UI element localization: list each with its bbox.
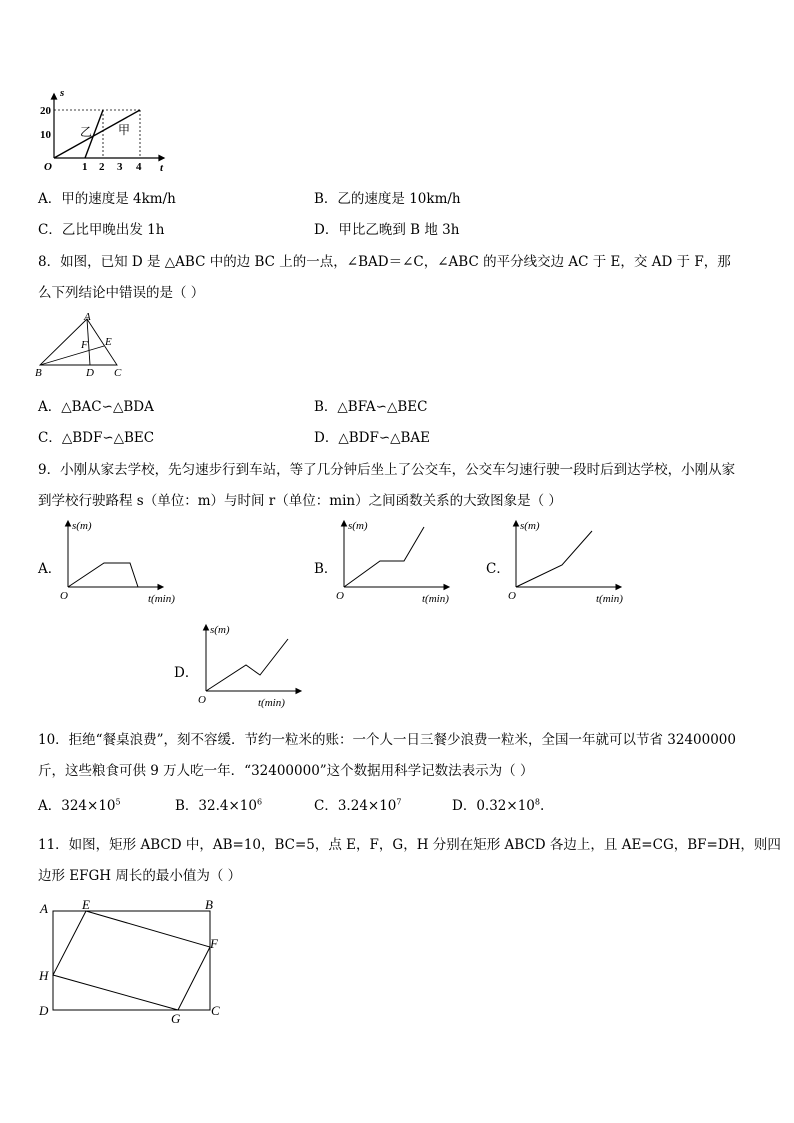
q9-graph-b xyxy=(334,515,464,607)
q8-triangle-figure xyxy=(34,312,130,380)
q8-option-d: D．△BDF∽△BAE xyxy=(314,430,431,446)
q8-label-f: F xyxy=(81,339,88,351)
q9-stem-line1: 9．小刚从家去学校，先匀速步行到车站，等了几分钟后坐上了公交车，公交车匀速行驶一段时后到达学校，小刚从家 xyxy=(38,462,736,478)
q8-label-b: B xyxy=(35,367,42,379)
q10-option-b-exponent: 6 xyxy=(256,797,263,807)
q11-rectangle-figure xyxy=(36,895,226,1027)
q9-option-c-label: C． xyxy=(486,561,510,577)
q8-label-e: E xyxy=(105,336,112,348)
q7-option-a: A．甲的速度是 4km/h xyxy=(38,191,176,207)
q9-a-x-label: t(min) xyxy=(148,593,175,605)
q11-label-e: E xyxy=(82,897,90,912)
q7-option-c: C．乙比甲晚出发 1h xyxy=(38,222,165,238)
q11-label-g: G xyxy=(171,1011,181,1026)
q7-ytick-10: 10 xyxy=(40,129,51,141)
q11-label-d: D xyxy=(39,1003,49,1018)
q11-label-a: A xyxy=(40,901,48,916)
q10-option-a xyxy=(38,794,121,814)
q10-option-c-mantissa: 3.24×10 xyxy=(337,798,397,814)
q9-graph-c xyxy=(506,515,646,607)
q7-ytick-20: 20 xyxy=(40,105,51,117)
q8-stem-line1: 8．如图，已知 D 是 △ABC 中的边 BC 上的一点，∠BAD＝∠C，∠ABC 的平分线交边 AC 于 E，交 AD 于 F，那 xyxy=(38,254,731,270)
q9-stem-line2: 到学校行驶路程 s（单位：m）与时间 r（单位：min）之间函数关系的大致图象是（ ） xyxy=(38,493,562,509)
q11-label-f: F xyxy=(210,936,218,951)
q8-label-a: A xyxy=(84,312,91,323)
q9-b-origin: O xyxy=(336,590,344,602)
q9-b-x-label: t(min) xyxy=(422,593,449,605)
q10-stem-line1: 10．拒绝“餐桌浪费”，刻不容缓．节约一粒米的账：一个人一日三餐少浪费一粒米，全国一年就可以节省 32400000 xyxy=(38,732,736,748)
q9-a-y-label: s(m) xyxy=(72,520,92,532)
q10-option-a-exponent: 5 xyxy=(115,797,121,807)
q10-option-a-mantissa: 324×10 xyxy=(61,798,116,814)
q8-label-c: C xyxy=(114,367,122,379)
q9-c-x-label: t(min) xyxy=(596,593,623,605)
q10-stem-line2: 斤，这些粮食可供 9 万人吃一年．“32400000”这个数据用科学记数法表示为（ ） xyxy=(38,763,534,779)
q7-option-d: D．甲比乙晚到 B 地 3h xyxy=(314,222,460,238)
q10-option-c-label: C． xyxy=(314,798,338,814)
q9-option-b-label: B． xyxy=(314,561,338,577)
q7-label-jia: 甲 xyxy=(118,123,131,137)
q9-option-d-label: D． xyxy=(174,665,199,681)
q9-d-x-label: t(min) xyxy=(258,697,285,709)
q10-option-d-tail: . xyxy=(539,798,545,814)
q10-option-c-exponent: 7 xyxy=(396,797,402,807)
q8-option-c: C．△BDF∽△BEC xyxy=(38,430,155,446)
q9-d-y-label: s(m) xyxy=(210,624,230,636)
q11-label-b: B xyxy=(205,897,213,912)
q9-b-y-label: s(m) xyxy=(348,520,368,532)
q9-c-y-label: s(m) xyxy=(520,520,540,532)
q10-option-c xyxy=(314,794,402,814)
q8-label-d: D xyxy=(86,367,94,379)
q9-a-origin: O xyxy=(60,590,68,602)
q7-origin: O xyxy=(44,161,52,173)
q9-graph-d xyxy=(196,619,326,711)
q11-stem-line1: 11．如图，矩形 ABCD 中，AB=10，BC=5，点 E，F，G，H 分别在矩形 ABCD 各边上，且 AE=CG，BF=DH，则四 xyxy=(38,837,781,853)
q11-label-h: H xyxy=(39,968,49,983)
q10-option-b xyxy=(175,794,262,814)
q10-option-a-label: A． xyxy=(38,798,62,814)
q7-t-axis-label: t xyxy=(160,162,164,174)
q7-xtick-2: 2 xyxy=(99,161,105,173)
q10-option-b-mantissa: 32.4×10 xyxy=(198,798,257,814)
q10-option-d-mantissa: 0.32×10 xyxy=(476,798,535,814)
q7-option-b: B．乙的速度是 10km/h xyxy=(314,191,461,207)
q10-option-b-label: B． xyxy=(175,798,199,814)
q8-stem-line2: 么下列结论中错误的是（ ） xyxy=(38,285,205,301)
q9-option-a-label: A． xyxy=(38,561,62,577)
q7-xtick-4: 4 xyxy=(136,161,142,173)
q7-xtick-3: 3 xyxy=(117,161,123,173)
q9-d-origin: O xyxy=(198,694,206,706)
q7-s-axis-label: s xyxy=(60,87,65,99)
q11-label-c: C xyxy=(211,1003,220,1018)
q8-option-b: B．△BFA∽△BEC xyxy=(314,399,428,415)
q10-option-d-label: D． xyxy=(452,798,477,814)
q11-stem-line2: 边形 EFGH 周长的最小值为（ ） xyxy=(38,868,242,884)
q9-c-origin: O xyxy=(508,590,516,602)
q9-graph-a xyxy=(58,515,188,607)
q10-option-d-exponent: 8 xyxy=(534,797,540,807)
q7-graph xyxy=(40,86,170,176)
q10-option-d xyxy=(452,794,544,814)
q8-option-a: A．△BAC∽△BDA xyxy=(38,399,154,415)
q7-label-yi: 乙 xyxy=(80,125,93,139)
q7-xtick-1: 1 xyxy=(82,161,88,173)
